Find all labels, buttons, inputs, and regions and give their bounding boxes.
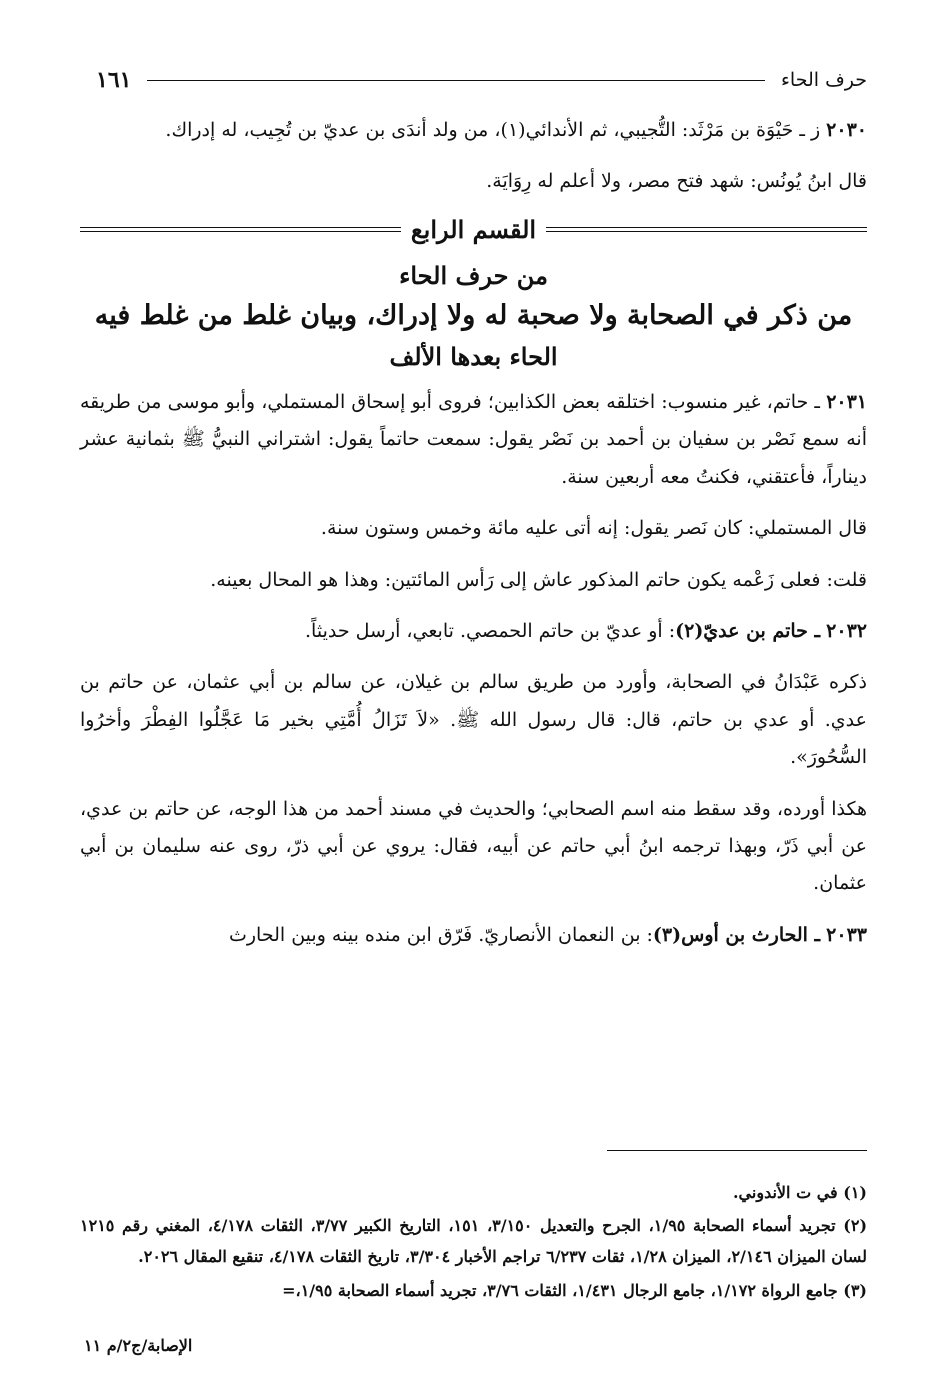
section-heading-2: من ذكر في الصحابة ولا صحبة له ولا إدراك، وبيان غلط من غلط فيه (94, 299, 853, 331)
entry-2033 (80, 917, 867, 954)
page-body (80, 112, 867, 968)
entry-2031-para-2: قال المستملي: كان نَصر يقول: إنه أتى عليه مائة وخمس وستون سنة. (320, 517, 867, 540)
entry-name: ـ حاتم بن عديّ(٢) (675, 619, 821, 642)
entry-number: ٢٠٣٢ (826, 619, 867, 642)
entry-number: ٢٠٣١ (826, 390, 868, 413)
entry-2031-para-3: قلت: فعلى زَعْمه يكون حاتم المذكور عاش إلى رَأس المائتين: وهذا هو المحال بعينه. (210, 568, 867, 591)
running-title: حرف الحاء (780, 69, 867, 91)
section-heading-3: الحاء بعدها الألف (389, 342, 558, 372)
footnote-1: (١) في ت الأندوني. (732, 1183, 867, 1202)
page-header (96, 62, 867, 98)
entry-2032-para-2: ذكره عَبْدَانُ في الصحابة، وأورد من طريق سالم بن غيلان، عن سالم بن أبي عثمان، عن حاتم بن عدي. أو عدي بن حاتم، قال: قال رسول الله ﷺ. «لاَ تَزَالُ أُمَّتِي بخير مَا عَجَّلُوا الفِطْرَ وأخرُوا السُّحُورَ». (80, 671, 867, 769)
entry-text: : أو عديّ بن حاتم الحمصي. تابعي، أرسل حديثاً. (305, 619, 676, 642)
signature-mark: الإصابة/ج٢/م ١١ (84, 1336, 193, 1355)
section-banner (80, 215, 867, 244)
entry-2030 (80, 112, 867, 149)
entry-2032-para-3: هكذا أورده، وقد سقط منه اسم الصحابي؛ والحديث في مسند أحمد من هذا الوجه، عن حاتم بن عدي، عن أبي ذَرّ، وبهذا ترجمه ابنُ أبي حاتم عن أبيه، فقال: يروي عن أبي ذرّ، روى عنه سليمان بن أبي عثمان. (80, 797, 867, 895)
entry-number: ٢٠٣٣ (826, 923, 867, 946)
entry-2032 (80, 613, 867, 650)
footnote-2: (٢) تجريد أسماء الصحابة ١/٩٥، الجرح والتعديل ٣/١٥٠، ١٥١، التاريخ الكبير ٣/٧٧، الثقات ٤/١٧٨، المغني رقم ١٢١٥ لسان الميزان ٢/١٤٦، الميزان ١/٢٨، ثقات ٦/٢٣٧ تراجم الأخبار ٣/٣٠٤، تاريخ الثقات ٤/١٧٨، تنقيع المقال ٢٠٢٦. (80, 1216, 868, 1267)
entry-number: ٢٠٣٠ (826, 119, 867, 141)
header-rule (147, 80, 765, 81)
entry-name: ـ الحارث بن أوس(٣) (652, 923, 821, 946)
entry-2031 (80, 384, 867, 496)
banner-rule-left (80, 227, 401, 232)
footnote-rule (607, 1150, 867, 1151)
page-number: ١٦١ (96, 67, 132, 93)
entry-text: : بن النعمان الأنصاريّ. فَرّق ابن منده بينه وبين الحارث (229, 923, 653, 946)
footnotes (80, 1150, 867, 1308)
entry-2030-note: قال ابنُ يُونُس: شهد فتح مصر، ولا أعلم له رِوَايَة. (486, 170, 867, 193)
banner-rule-right (546, 227, 867, 232)
footnote-3: (٣) جامع الرواة ١/١٧٢، جامع الرجال ١/٤٣١، الثقات ٣/٧٦، تجريد أسماء الصحابة ١/٩٥،= (282, 1280, 867, 1300)
section-title: القسم الرابع (410, 214, 537, 244)
entry-text: ـ حاتم، غير منسوب: اختلقه بعض الكذابين؛ فروى أبو إسحاق المستملي، وأبو موسى من طريقه أنه سمع نَصْر بن سفيان بن أحمد بن نَصْر يقول: سمعت حاتماً يقول: اشتراني النبيُّ ﷺ بثمانية عشر ديناراً، فأعتقني، فكنتُ معه أربعين سنة. (80, 390, 867, 488)
entry-text: ز ـ حَيْوَة بن مَرْثَد: التُّجيبي، ثم الأندائي(١)، من ولد أندَى بن عديّ بن تُجِيب، له إدراك. (165, 119, 821, 141)
section-heading-1: من حرف الحاء (399, 260, 548, 290)
